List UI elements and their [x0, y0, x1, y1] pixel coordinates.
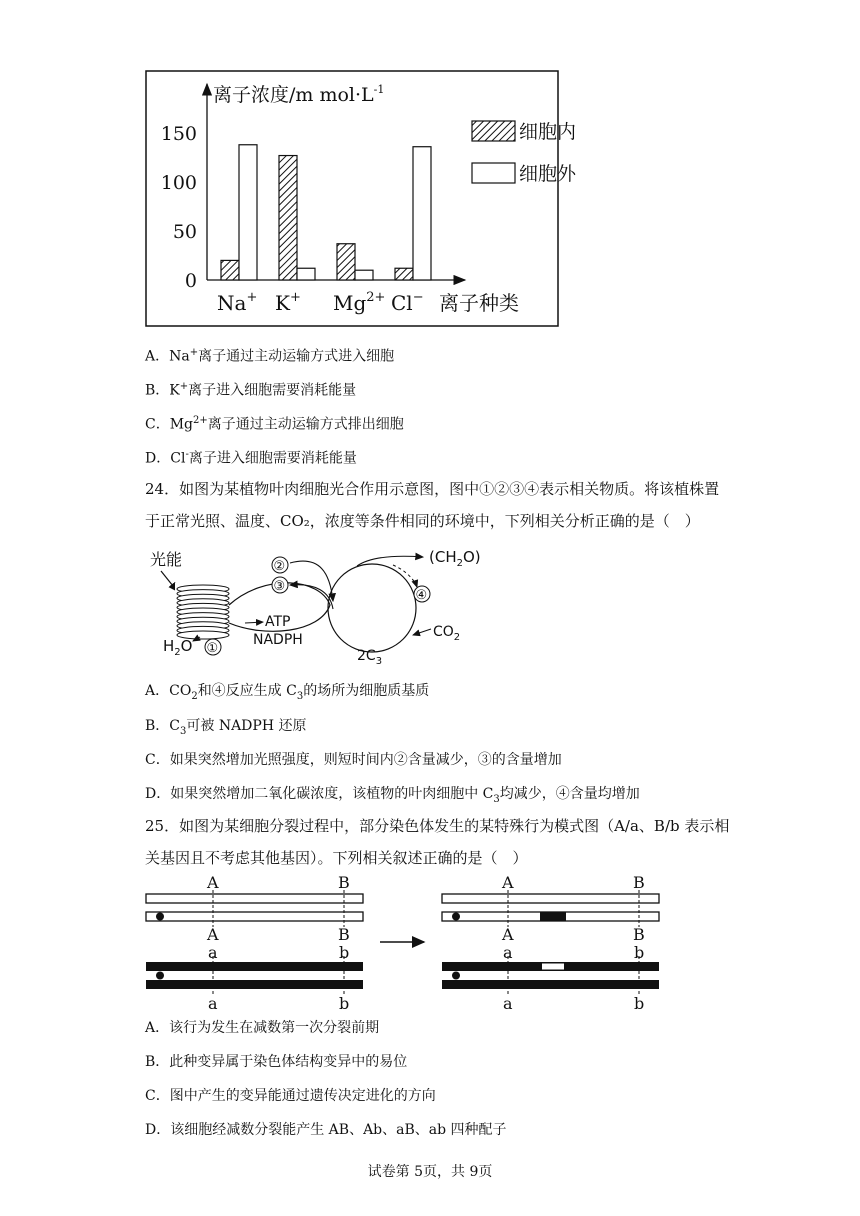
gene-a-top-right: a: [503, 943, 513, 962]
gene-B-bottom-left: B: [338, 925, 350, 944]
arrow-3: [290, 585, 333, 609]
gene-B-top-left: B: [338, 873, 350, 892]
bars: [221, 145, 431, 280]
x-axis-label: 离子种类: [439, 291, 519, 315]
gene-a-bottom-left: a: [208, 994, 218, 1013]
q25-stem-line2: 关基因且不考虑其他基因）。下列相关叙述正确的是（ ）: [145, 849, 528, 867]
bar-outside-mg: [355, 270, 373, 280]
bar-inside-mg: [337, 244, 355, 280]
h2o-label: $H_2O$: [163, 637, 193, 658]
gene-B-bottom-right: B: [633, 925, 645, 944]
light-arrow: [161, 571, 177, 591]
y-tick-label: 0: [184, 270, 197, 292]
gene-b-bottom-right: b: [634, 994, 645, 1013]
legend-label-inside: 细胞内: [519, 121, 577, 143]
bar-outside-na: [239, 145, 257, 280]
y-tick-label: 50: [172, 221, 197, 243]
q23-option-a: A．Na+离子通过主动运输方式进入细胞: [145, 347, 395, 365]
x-tick-label-cl: Cl−: [391, 290, 424, 315]
light-label: 光能: [150, 550, 183, 569]
atp-label: ATP: [265, 614, 291, 630]
legend-swatch-inside: [472, 121, 515, 141]
label-1: ①: [206, 641, 219, 656]
x-tick-label-mg: $Mg^{2+}$: [333, 290, 386, 315]
q25-option-c: C．图中产生的变异能通过遗传决定进化的方向: [145, 1088, 436, 1104]
q25-option-b: B．此种变异属于染色体结构变异中的易位: [145, 1054, 408, 1070]
bar-inside-cl: [395, 268, 413, 280]
y-axis-label: 离子浓度/m $mol\cdot L^{-1}$: [213, 83, 385, 106]
x-tick-label-k: K+: [275, 290, 301, 315]
label-4: ④: [415, 588, 428, 603]
co2-label: $CO_2$: [433, 624, 461, 643]
gene-A-top-left: A: [207, 873, 219, 892]
gene-b-top-left: b: [339, 943, 350, 962]
photosynthesis-diagram: [145, 543, 505, 668]
ion-concentration-chart: [145, 70, 577, 328]
legend-label-outside: 细胞外: [519, 163, 577, 185]
gene-A-top-right: A: [502, 873, 514, 892]
q23-option-c: C．$Mg^{2+}$离子通过主动运输方式排出细胞: [145, 415, 404, 433]
gene-a-bottom-right: a: [503, 994, 513, 1013]
label-2: ②: [273, 559, 286, 574]
y-tick-label: 150: [160, 123, 197, 145]
page-footer: 试卷第 5页，共 9页: [367, 1164, 493, 1180]
thylakoid-stack-icon: [175, 583, 230, 645]
bar-outside-k: [297, 268, 315, 280]
y-tick-labels: [161, 123, 197, 292]
nadph-label: NADPH: [253, 632, 303, 648]
q25-option-a: A．该行为发生在减数第一次分裂前期: [145, 1020, 380, 1036]
gene-B-top-right: B: [633, 873, 645, 892]
ch2o-label: $(CH_2O)$: [429, 548, 481, 569]
gene-A-bottom-right: A: [502, 925, 514, 944]
bar-outside-cl: [413, 147, 431, 280]
chart-frame: [146, 71, 558, 326]
q25-stem-line1: 25．如图为某细胞分裂过程中，部分染色体发生的某特殊行为模式图（A/a、B/b 表示相: [145, 817, 730, 835]
label-3: ③: [273, 579, 286, 594]
q23-option-d: D．Cl-离子进入细胞需要消耗能量: [145, 449, 357, 467]
calvin-cycle: [328, 564, 416, 652]
legend-swatch-outside: [472, 163, 515, 183]
q24-option-b: B．$C_3$可被 NADPH 还原: [145, 718, 307, 737]
chromosome-diagram: [140, 872, 665, 1012]
x-tick-labels: [217, 290, 424, 315]
q24-stem-line2: 于正常光照、温度、CO₂，浓度等条件相同的环境中，下列相关分析正确的是（ ）: [145, 512, 700, 530]
gene-A-bottom-left: A: [207, 925, 219, 944]
bar-inside-na: [221, 260, 239, 280]
y-tick-label: 100: [160, 172, 197, 194]
x-tick-label-na: Na+: [217, 290, 258, 315]
gene-a-top-left: a: [208, 943, 218, 962]
q25-option-d: D．该细胞经减数分裂能产生 AB、Ab、aB、ab 四种配子: [145, 1122, 507, 1138]
gene-b-bottom-left: b: [339, 994, 350, 1013]
q24-stem-line1: 24．如图为某植物叶肉细胞光合作用示意图，图中①②③④表示相关物质。将该植株置: [145, 480, 720, 498]
c3-label: $2C_3$: [357, 648, 383, 667]
bar-inside-k: [279, 156, 297, 280]
q24-option-c: C．如果突然增加光照强度，则短时间内②含量减少，③的含量增加: [145, 752, 562, 768]
q24-option-d: D．如果突然增加二氧化碳浓度，该植物的叶肉细胞中 $C_3$均减少，④含量均增加: [145, 786, 640, 805]
gene-b-top-right: b: [634, 943, 645, 962]
q24-option-a: A．$CO_2$和④反应生成 $C_3$的场所为细胞质基质: [145, 683, 430, 702]
q23-option-b: B．K+离子进入细胞需要消耗能量: [145, 381, 357, 399]
